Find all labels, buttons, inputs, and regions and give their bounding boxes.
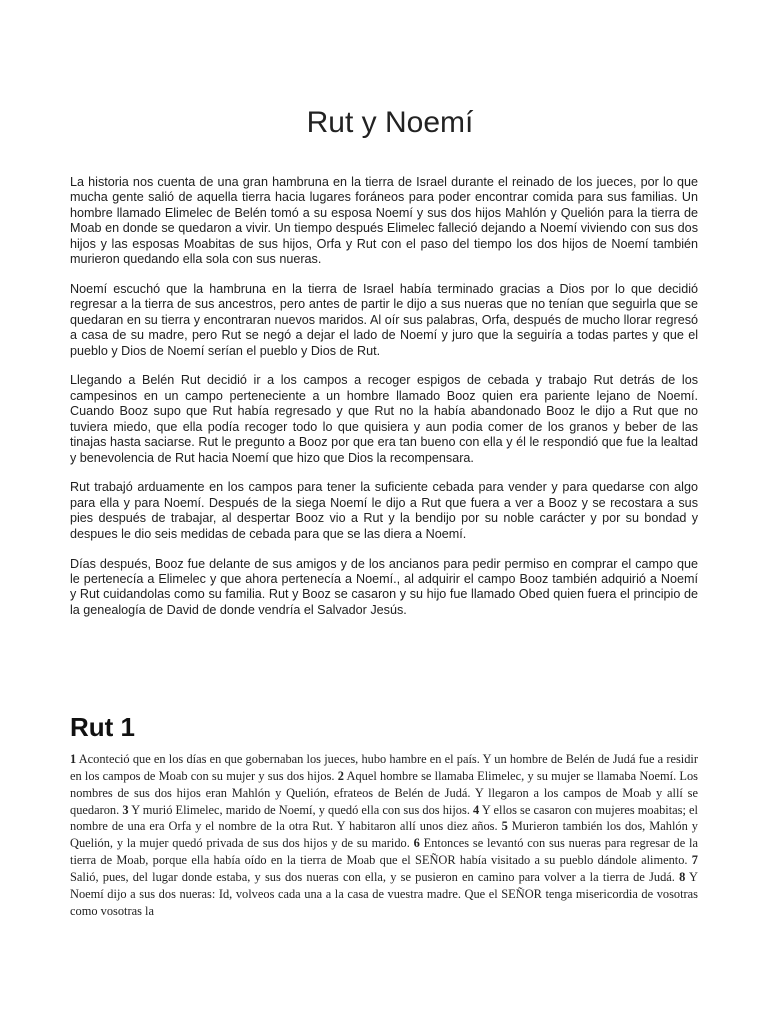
chapter-heading: Rut 1	[70, 712, 135, 742]
verse-number: 7	[691, 853, 698, 868]
verses-block	[70, 751, 698, 924]
verse-text: Y Noemí dijo a sus dos nueras: Id, volveos cada una a la casa de vuestra madre. Que el SEÑOR tenga misericordia de vosotras como vosotras la	[70, 869, 698, 918]
verse-number: 3	[122, 802, 129, 817]
verse-number: 8	[679, 869, 686, 884]
verse-text: Murieron también los dos, Mahlón y Quelión, y la mujer quedó privada de sus dos hijos y de su marido.	[70, 819, 698, 851]
paragraph: Noemí escuchó que la hambruna en la tierra de Israel había terminado gracias a Dios por lo que decidió regresar a la tierra de sus ancestros, pero antes de partir le dijo a sus nueras que no tenían que seguirla que se quedaran en su tierra y encontraran nuevos maridos. Al oír sus palabras, Orfa, después de mucho llorar regresó a casa de su madre, pero Rut se negó a dejar el lado de Noemí y juro que la seguiría a todas partes y que el pueblo y Dios de Noemí serían el pueblo y Dios de Rut.	[70, 281, 698, 358]
verse-text: Aquel hombre se llamaba Elimelec, y su mujer se llamaba Noemí. Los nombres de sus dos hijos eran Mahlón y Quelión, efrateos de Belén de Judá. Y llegaron a los campos de Moab y allí se quedaron.	[70, 768, 698, 817]
verse-text	[70, 751, 698, 924]
paragraph: La historia nos cuenta de una gran hambruna en la tierra de Israel durante el reinado de los jueces, por lo que mucha gente salió de aquella tierra hacia lugares foráneos para poder encontrar comida para sus familias. Un hombre llamado Elimelec de Belén tomó a su esposa Noemí y sus dos hijos Mahlón y Quelión para la tierra de Moab en donde se quedaron a vivir. Un tiempo después Elimelec falleció dejando a Noemí viviendo con sus dos hijos y las esposas Moabitas de sus hijos, Orfa y Rut con el paso del tiempo los dos hijos de Noemí también murieron quedando ella sola con sus nueras.	[70, 175, 698, 267]
page-title: Rut y Noemí	[306, 106, 474, 139]
verse-text: Aconteció que en los días en que gobernaban los jueces, hubo hambre en el país. Y un hombre de Belén de Judá fue a residir en los campos de Moab con su mujer y sus dos hijos.	[70, 752, 698, 783]
verse-text: Y ellos se casaron con mujeres moabitas; el nombre de una era Orfa y el nombre de la otra Rut. Y habitaron allí unos diez años.	[70, 802, 698, 834]
paragraph: Rut trabajó arduamente en los campos para tener la suficiente cebada para vender y para quedarse con algo para ella y para Noemí. Después de la siega Noemí le dijo a Rut que fuera a ver a Booz y se recostara a sus pies después de trabajar, al despertar Booz vio a Rut y la bendijo por su noble carácter y por su bondad y despues le dio seis medidas de cebada para que se las diera a Noemí.	[70, 480, 698, 541]
verse-text: Y murió Elimelec, marido de Noemí, y quedó ella con sus dos hijos.	[128, 802, 474, 817]
paragraph: Días después, Booz fue delante de sus amigos y de los ancianos para pedir permiso en comprar el campo que le pertenecía a Elimelec y que ahora pertenecía a Noemí., al adquirir el campo Booz también adquirió a Noemí y Rut cuidandolas como su familia. Rut y Booz se casaron y su hijo fue llamado Obed quien fuera el principio de la genealogía de David de donde vendría el Salvador Jesús.	[70, 556, 698, 617]
paragraph: Llegando a Belén Rut decidió ir a los campos a recoger espigos de cebada y trabajo Rut detrás de los campesinos en un campo perteneciente a un hombre llamado Booz quien era pariente lejano de Noemí. Cuando Booz supo que Rut había regresado y que Rut no la había abandonado Booz le dijo a Rut que no tuviera miedo, que ella podía recoger todo lo que quisiera y aun podia comer de los granos y beber de las tinajas hasta saciarse. Rut le pregunto a Booz por que era tan bueno con ella y él le respondió que fue la lealtad y benevolencia de Rut hacia Noemí que hizo que Dios la recompensara.	[70, 373, 698, 465]
verse-number: 2	[337, 768, 344, 783]
verse-text: Salió, pues, del lugar donde estaba, y sus dos nueras con ella, y se pusieron en camino para volver a la tierra de Judá.	[70, 869, 680, 884]
verse-number: 5	[501, 819, 508, 834]
verse-text: Entonces se levantó con sus nueras para regresar de la tierra de Moab, porque ella había oído en la tierra de Moab que el SEÑOR había visitado a su pueblo dándole alimento.	[70, 836, 698, 868]
verse-number: 6	[413, 836, 420, 851]
story-text	[70, 175, 698, 633]
verse-number: 4	[473, 802, 480, 817]
verse-number: 1	[70, 752, 77, 766]
